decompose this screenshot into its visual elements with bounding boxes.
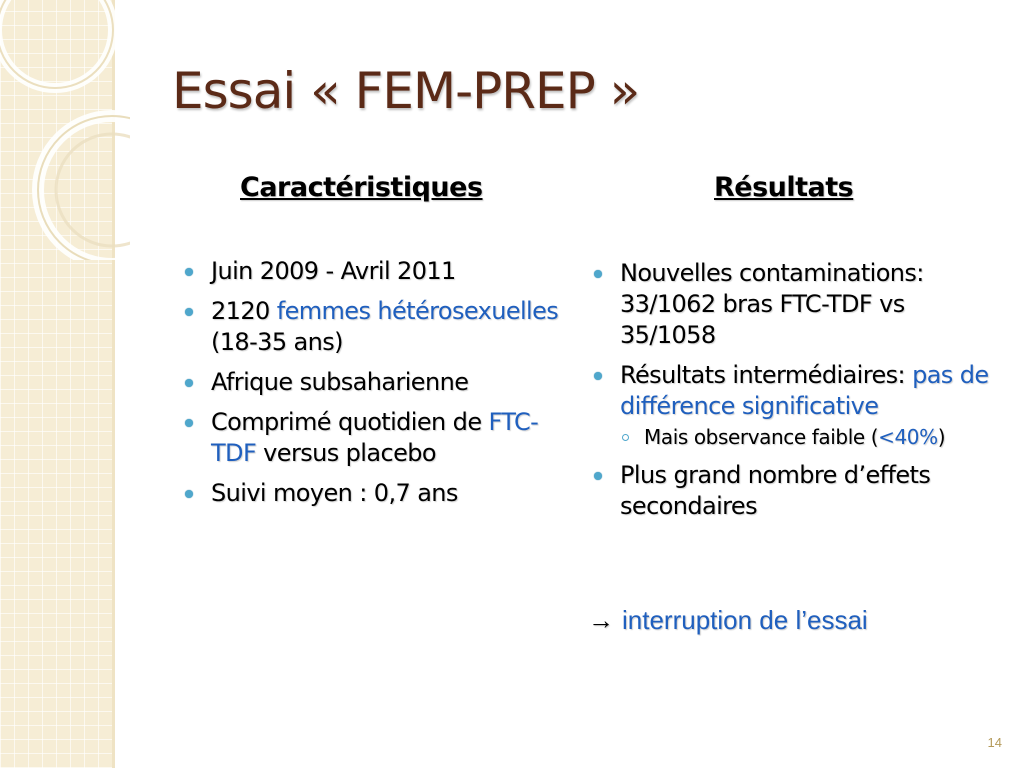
list-item [180,367,575,398]
sub-list-item [620,425,999,450]
slide-title: Essai « FEM-PREP » [172,62,640,120]
bullet-text: Plus grand nombre d’effets secondaires [620,461,931,520]
bullet-text: Suivi moyen : 0,7 ans [211,479,458,507]
conclusion-text: interruption de l’essai [622,605,868,635]
right-column-heading: Résultats [714,172,854,203]
bullet-highlight: FTC-TDF [211,408,539,467]
results-list [589,258,999,531]
sub-bullet-text: ) [937,425,946,449]
sub-bullet-highlight: <40% [878,425,938,449]
list-item [180,478,575,509]
list-item [589,460,999,522]
sub-bullet-text: Mais observance faible ( [644,425,879,449]
bullet-text: Afrique subsaharienne [211,368,469,396]
bullet-highlight: femmes hétérosexuelles [276,297,559,325]
bullet-highlight: pas de différence significative [620,361,989,420]
bullet-text: versus placebo [256,439,436,467]
bullet-text: Nouvelles contaminations: 33/1062 bras FTC-TDF vs 35/1058 [620,259,924,349]
bullet-text: Résultats intermédiaires: [620,361,913,389]
left-column-heading: Caractéristiques [240,172,483,203]
list-item [180,256,575,287]
list-item [180,407,575,469]
characteristics-list [180,256,575,518]
page-number: 14 [987,735,1002,750]
bullet-text: Comprimé quotidien de [211,408,489,436]
arrow-right-icon: → [588,605,614,635]
sub-list [620,425,999,450]
list-item [589,360,999,450]
bullet-text: (18-35 ans) [211,328,343,356]
list-item [589,258,999,351]
bullet-text: Juin 2009 - Avril 2011 [211,257,456,285]
decorative-circles [0,0,130,260]
bullet-text: 2120 [211,297,277,325]
conclusion-line [588,605,868,636]
list-item [180,296,575,358]
